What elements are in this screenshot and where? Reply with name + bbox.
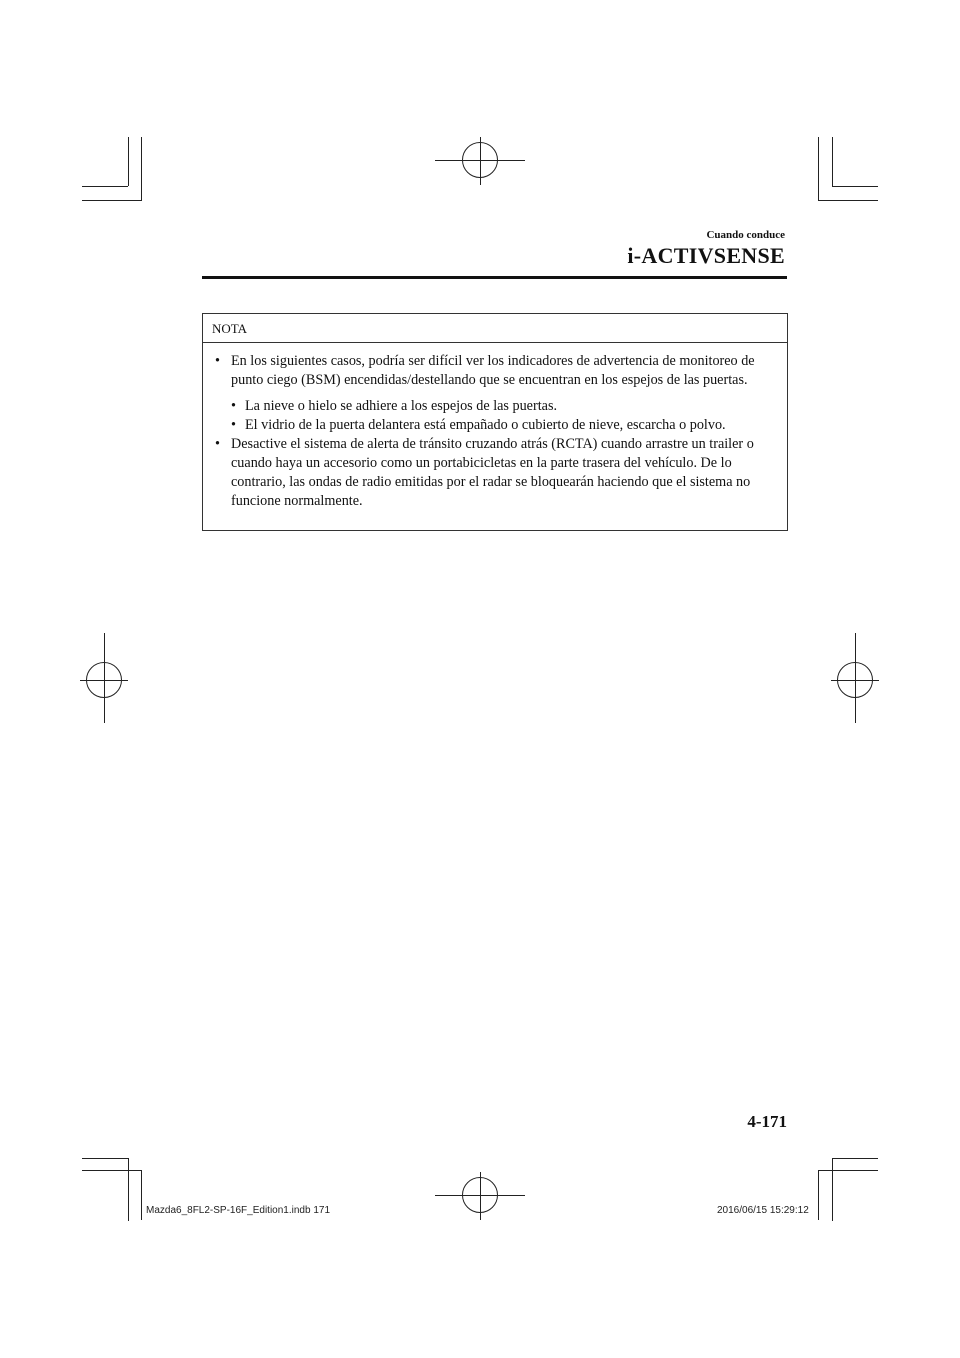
list-item xyxy=(215,435,777,511)
bullet-icon: • xyxy=(231,417,236,433)
bullet-icon: • xyxy=(231,398,236,414)
list-item xyxy=(215,352,777,390)
note-box xyxy=(202,313,788,531)
page-number: 4-171 xyxy=(747,1112,787,1131)
chapter-title: i-ACTIVSENSE xyxy=(627,243,785,268)
footer-timestamp: 2016/06/15 15:29:12 xyxy=(717,1205,809,1216)
header-rule xyxy=(202,276,787,279)
list-item xyxy=(231,397,777,416)
bullet-icon: • xyxy=(215,353,220,369)
note-body xyxy=(203,343,787,511)
list-item xyxy=(231,416,777,435)
list-item-text: La nieve o hielo se adhiere a los espejos de las puertas. xyxy=(245,398,558,414)
list-item-text: En los siguientes casos, podría ser difícil ver los indicadores de advertencia de monitoreo de punto ciego (BSM) encendidas/destellando que se encuentran en los espejos de las puertas. xyxy=(231,353,755,388)
bullet-icon: • xyxy=(215,436,220,452)
footer-file: Mazda6_8FL2-SP-16F_Edition1.indb 171 xyxy=(146,1205,331,1216)
list-item-text: El vidrio de la puerta delantera está empañado o cubierto de nieve, escarcha o polvo. xyxy=(245,417,726,433)
sub-list xyxy=(215,397,777,435)
section-title: Cuando conduce xyxy=(706,229,785,241)
list-item-text: Desactive el sistema de alerta de tránsito cruzando atrás (RCTA) cuando arrastre un trailer o cuando haya un accesorio como un portabicicletas en la parte trasera del vehículo. De lo contrario, las ondas de radio emitidas por el radar se bloquearán haciendo que el sistema no funcione normalmente. xyxy=(231,436,754,509)
note-title: NOTA xyxy=(203,314,787,343)
